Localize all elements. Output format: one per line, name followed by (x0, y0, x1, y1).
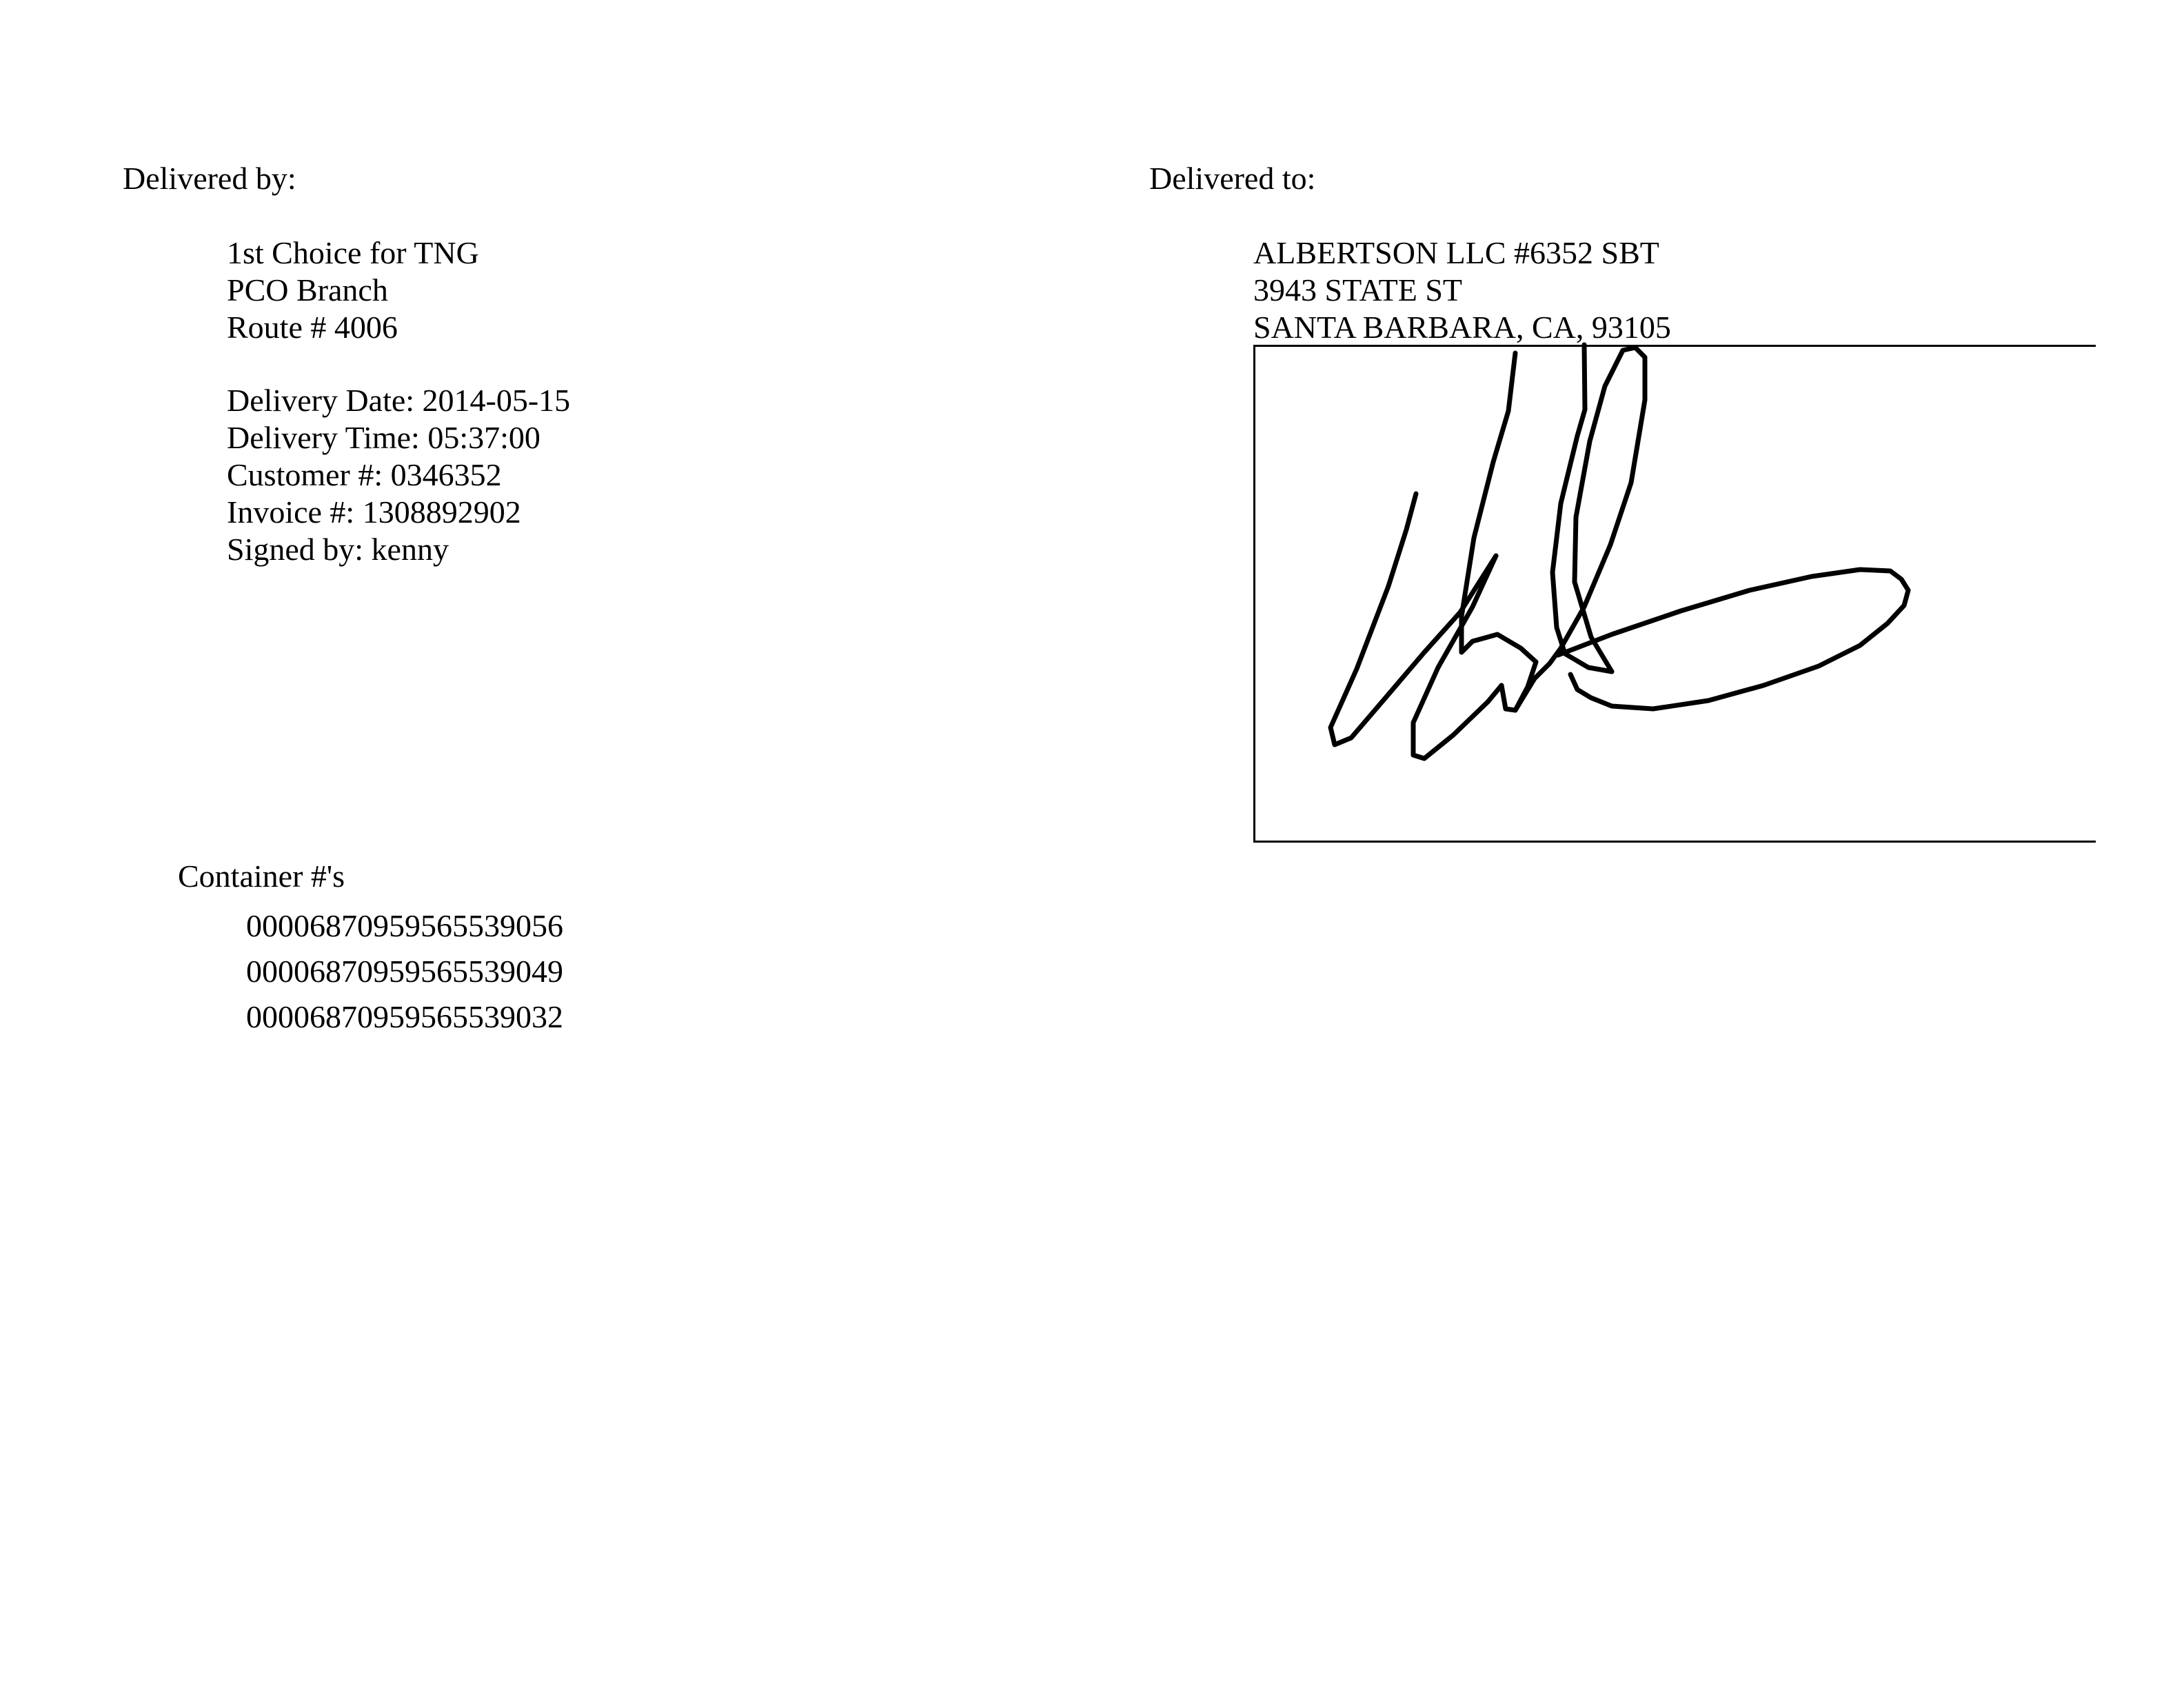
customer-number: Customer #: 0346352 (227, 457, 502, 492)
signature-drawing (1253, 345, 2098, 845)
invoice-number: Invoice #: 1308892902 (227, 494, 521, 530)
signature-stroke (1515, 348, 1645, 710)
delivery-date: Delivery Date: 2014-05-15 (227, 383, 571, 418)
delivered-to-street: 3943 STATE ST (1253, 272, 1462, 308)
containers-list (246, 903, 563, 1040)
signature-stroke (1558, 570, 1908, 709)
delivered-by-route: Route # 4006 (227, 310, 398, 345)
containers-heading: Container #'s (178, 858, 345, 894)
container-number: 00006870959565539049 (246, 954, 563, 989)
signed-by: Signed by: kenny (227, 532, 449, 567)
signature-stroke (1331, 494, 1496, 745)
container-number: 00006870959565539056 (246, 908, 563, 943)
signature-box (1253, 345, 2096, 843)
delivered-by-company: 1st Choice for TNG (227, 235, 479, 270)
delivered-to-city-state-zip: SANTA BARBARA, CA, 93105 (1253, 310, 1671, 345)
delivered-to-address-block (1253, 234, 1671, 346)
delivered-to-heading: Delivered to: (1149, 161, 1316, 196)
container-number: 00006870959565539032 (246, 999, 563, 1034)
signature-stroke (1462, 353, 1536, 710)
delivered-by-heading: Delivered by: (123, 161, 296, 196)
delivery-time: Delivery Time: 05:37:00 (227, 420, 540, 455)
delivered-by-address-block (227, 234, 479, 346)
signature-stroke (1413, 556, 1502, 758)
delivered-to-name: ALBERTSON LLC #6352 SBT (1253, 235, 1659, 270)
delivery-details-block (227, 382, 570, 568)
delivered-by-branch: PCO Branch (227, 272, 388, 308)
